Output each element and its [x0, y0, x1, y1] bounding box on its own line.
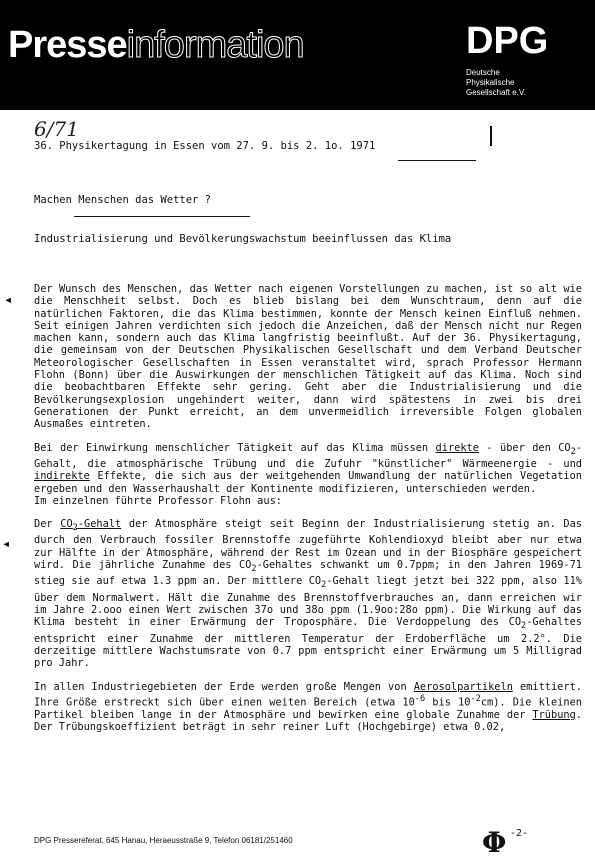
superscript: -2: [470, 693, 481, 704]
text-span: In allen Industriegebieten der Erde werden große Mengen von: [34, 680, 414, 693]
subscript: 2: [570, 446, 576, 457]
paragraph: [34, 681, 582, 734]
divider: [398, 160, 476, 161]
text-span: -Gehalt liegt jetzt bei 322 ppm, also 11% über dem Normalwert. Hält die Zunahme des Brennstoffverbrauches an, dann erreichen wir im Jahre 2.ooo einen Wert zwischen 37o und 38o ppm (1.9oo:28o ppm). Die Wirkung auf das Klima besteht in einer Erwärmung der Troposphäre. Die Verdoppelung des CO: [34, 575, 583, 629]
underlined-term: Aerosolpartikeln: [413, 680, 513, 693]
masthead-title: [8, 26, 304, 64]
divider: [74, 216, 250, 217]
text-span: -Gehaltes entspricht einer Zunahme der mittleren Temperatur der Erdoberfläche um 2.2°. Die derzeitige mittlere Wachstumsrate von 0.7 ppm entspricht einer Erwärmung um 5 Milligrad pro Jahr.: [34, 616, 582, 670]
event-line: 36. Physikertagung in Essen vom 27. 9. bis 2. 1o. 1971: [34, 140, 376, 152]
page-number: -2-: [510, 828, 529, 839]
subheadline: Industrialisierung und Bevölkerungswachstum beeinflussen das Klima: [34, 233, 452, 245]
masthead-title-bold: Presse: [8, 24, 127, 66]
text-span: cm). Die kleinen Partikel bleiben lange in der Atmosphäre und bewirken eine globale Zunahme der: [34, 696, 582, 721]
handwritten-reference: 6/71: [34, 117, 79, 141]
dpg-name-line: Gesellschaft e.V.: [466, 88, 526, 97]
article-body: [34, 283, 582, 744]
text-span: Bei der Einwirkung menschlicher Tätigkeit auf das Klima müssen: [34, 441, 436, 454]
margin-mark: [490, 126, 492, 146]
margin-arrow-icon: ◂: [2, 536, 11, 552]
text-span: -Gehalt: [77, 518, 122, 531]
text-span: CO: [60, 518, 73, 531]
subscript: 2: [521, 621, 527, 632]
subscript: 2: [251, 564, 257, 575]
text-span: -Gehaltes schwankt um 0.7ppm; in den Jahren 1969-71 stieg sie auf etwa 1.3 ppm an. Der mittlere CO: [34, 559, 582, 588]
dpg-name-line: Deutsche: [466, 68, 500, 77]
underlined-term: [60, 518, 122, 534]
headline: Machen Menschen das Wetter ?: [34, 194, 212, 206]
footer-address: DPG Pressereferat, 645 Hanau, Heraeusstraße 9, Telefon 06181/251460: [34, 836, 293, 845]
masthead-title-outline: information: [126, 24, 304, 66]
text-span: -Gehalt, die atmosphärische Trübung und die Zufuhr "künstlicher" Wärmeenergie - und: [34, 441, 582, 470]
underlined-term: direkte: [435, 441, 479, 454]
subscript: 2: [321, 580, 327, 591]
text-span: bis 10: [425, 696, 471, 709]
margin-arrow-icon: ◂: [4, 292, 13, 308]
subscript: 2: [72, 523, 78, 534]
underlined-term: Trübung: [532, 708, 576, 721]
text-span: Effekte, die sich aus der weitgehenden Umwandlung der natürlichen Vegetation ergeben und den Wasserhaushalt der Kontinente modifizieren, unterschieden werden.: [34, 470, 582, 495]
dpg-logo: DPG: [466, 20, 549, 62]
paragraph: [34, 442, 582, 508]
paragraph: [34, 518, 582, 669]
masthead: [0, 0, 595, 110]
superscript: -6: [414, 693, 426, 704]
text-span: . Der Trübungskoeffizient beträgt in sehr reiner Luft (Hochgebirge) etwa 0.02,: [34, 708, 582, 733]
text-span: der Atmosphäre steigt seit Beginn der Industrialisierung stetig an. Das durch den Verbrauch fossiler Brennstoffe zugeführte Kohlendioxyd bleibt aber nur etwa zur Hälfte in der Atmosphäre, während der Rest im Ozean und in der Biosphäre gespeichert wird. Die jährliche Zunahme des CO: [34, 518, 582, 572]
paragraph: Der Wunsch des Menschen, das Wetter nach eigenen Vorstellungen zu machen, ist so alt wie die Menschheit selbst. Doch es blieb bislang bei dem Wunschtraum, denn auf die natürlichen Faktoren, die das Klima bestimmen, konnte der Mensch keinen Einfluß nehmen. Seit einigen Jahren verdichten sich jedoch die Anzeichen, daß der Mensch nicht nur Regen machen kann, sondern auch das Klima langfristig beeinflußt. Auf der 36. Physikertagung, die gemeinsam von der Deutschen Physikalischen Gesellschaft und dem Verband Deutscher Meteorologischer Gesellschaften in Essen veranstaltet wird, sprach Professor Hermann Flohn (Bonn) über die Auswirkungen der menschlichen Tätigkeit auf das Klima. Noch sind die beobachtbaren Effekte sehr gering. Geht aber die Industrialisierung und die Bevölkerungsexplosion ungehindert weiter, dann wird spätestens in zwei bis drei Generationen der Punkt erreicht, an dem unvermeidlich irreversible Folgen globalen Ausmaßes eintreten.: [34, 283, 582, 431]
dpg-name-line: Physikalische: [466, 78, 515, 87]
text-span: Der: [34, 518, 61, 531]
underlined-term: indirekte: [34, 470, 90, 483]
text-span: emittiert. Ihre Größe erstreckt sich über einen weiten Bereich (etwa 10: [34, 680, 582, 709]
dpg-full-name: [466, 68, 526, 98]
dpg-phi-icon: Φ: [482, 826, 507, 859]
text-span: Im einzelnen führte Professor Flohn aus:: [34, 494, 282, 507]
text-span: - über den CO: [478, 441, 571, 454]
